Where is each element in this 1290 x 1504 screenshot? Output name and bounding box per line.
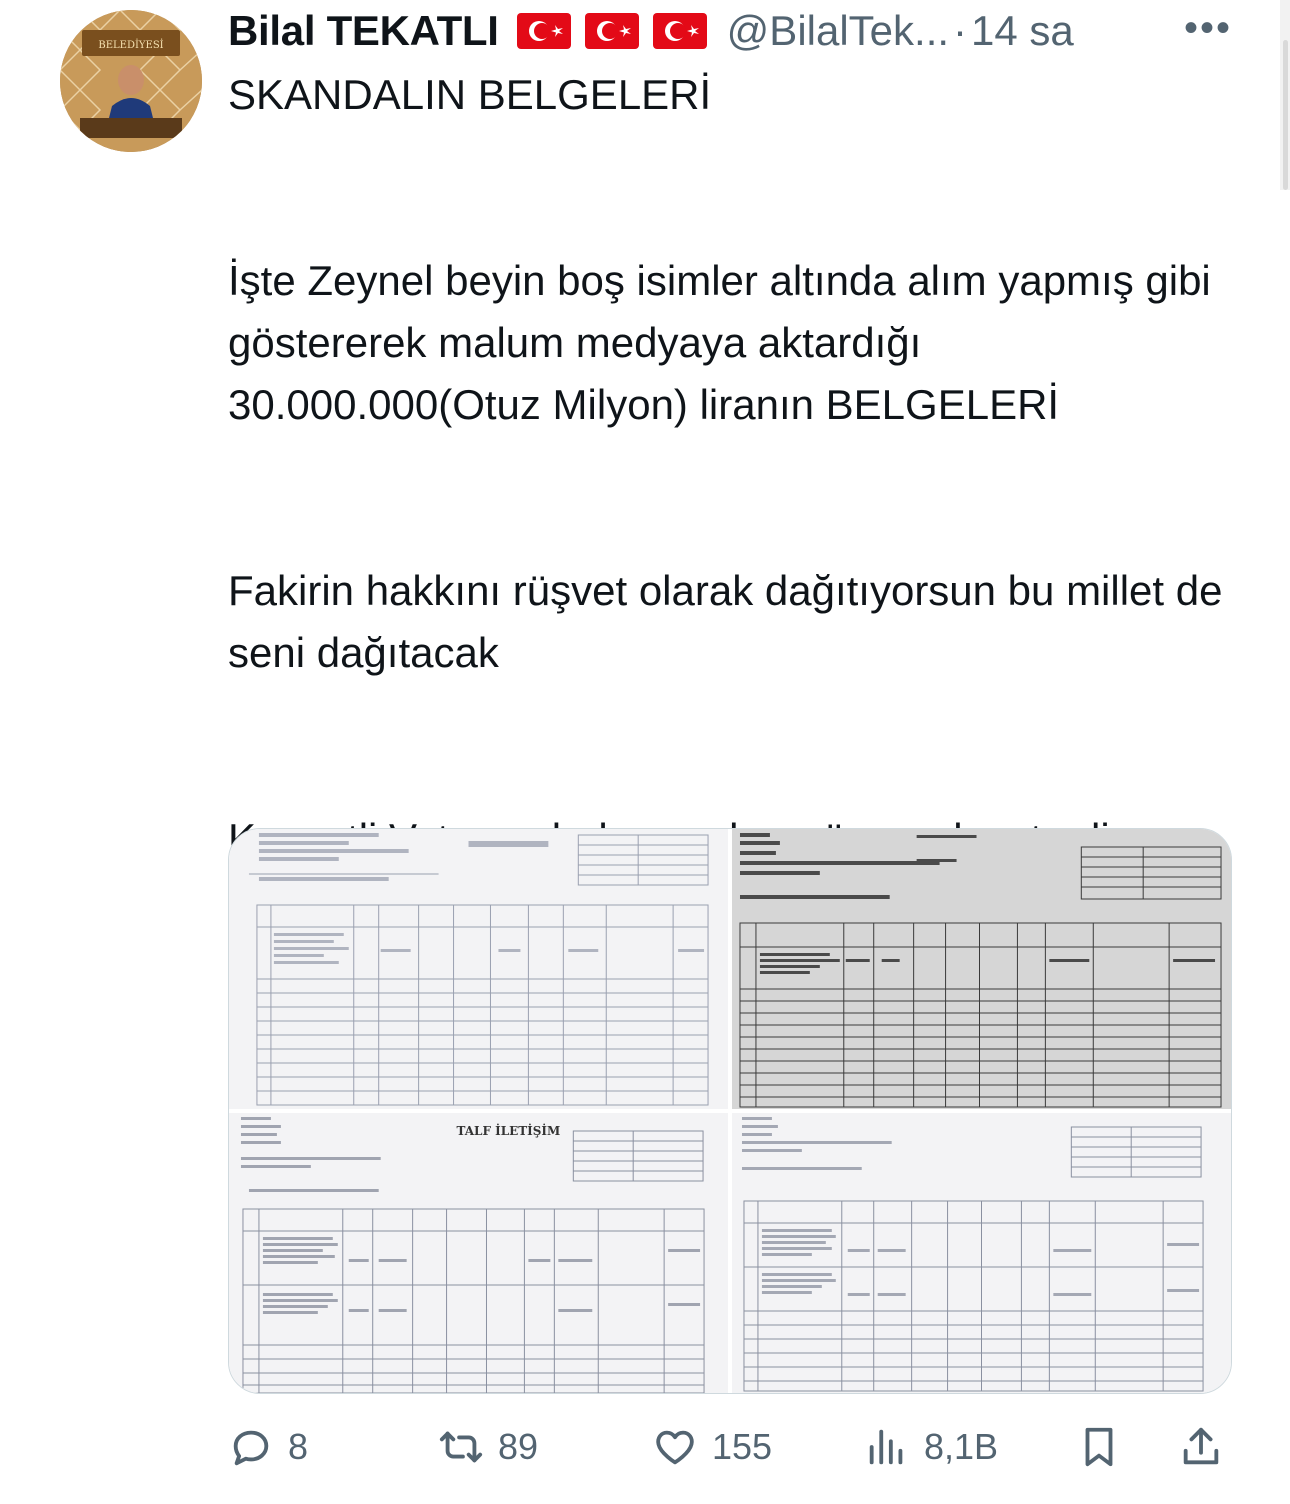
retweet-count: 89 [498, 1426, 539, 1467]
invoice-image-1[interactable] [229, 829, 728, 1109]
reply-count: 8 [288, 1426, 309, 1467]
invoice-image-3[interactable] [229, 1113, 728, 1393]
turkey-flag-icon [653, 13, 707, 49]
bookmark-icon [1076, 1424, 1122, 1470]
invoice-image-2[interactable] [732, 829, 1231, 1109]
share-button[interactable] [1178, 1412, 1238, 1482]
tweet-header [228, 6, 1250, 56]
media-grid[interactable] [228, 828, 1232, 1394]
bookmark-button[interactable] [1076, 1412, 1136, 1482]
tweet-text: SKANDALIN BELGELERİ İşte Zeynel beyin boş isimler altında alım yapmış gibi göstererek malum medyaya aktardığı 30.000.000(Otuz Milyon) liranın BELGELERİ Fakirin hakkını rüşvet olarak dağıtıyorsun bu millet de seni dağıtacak [228, 71, 1223, 676]
share-icon [1178, 1424, 1224, 1470]
like-count: 155 [712, 1426, 773, 1467]
views-button[interactable] [864, 1412, 998, 1482]
invoice-document-3 [229, 1113, 728, 1393]
retweet-button[interactable] [438, 1412, 538, 1482]
invoice-document-4 [732, 1113, 1231, 1393]
invoice-document-1 [229, 829, 728, 1109]
turkey-flag-icon [517, 13, 571, 49]
like-button[interactable] [652, 1412, 772, 1482]
author-flags [517, 13, 707, 49]
more-options-icon[interactable]: ••• [1183, 6, 1232, 50]
reply-icon [228, 1424, 274, 1470]
author-handle[interactable]: @BilalTek... [726, 7, 950, 54]
views-icon [864, 1424, 910, 1470]
views-count: 8,1B [924, 1426, 999, 1467]
retweet-icon [438, 1424, 484, 1470]
tweet-time[interactable]: 14 sa [971, 7, 1074, 54]
invoice-header-title: TALF İLETİŞİM [456, 1123, 561, 1139]
reply-button[interactable] [228, 1412, 308, 1482]
author-name[interactable]: Bilal TEKATLI [228, 7, 499, 54]
invoice-document-2 [732, 829, 1231, 1109]
avatar-photo [60, 10, 202, 152]
avatar[interactable] [60, 10, 202, 152]
heart-icon [652, 1424, 698, 1470]
invoice-image-4[interactable] [732, 1113, 1231, 1393]
tweet-actions [228, 1412, 1250, 1482]
turkey-flag-icon [585, 13, 639, 49]
scrollbar[interactable] [1280, 0, 1290, 190]
header-separator: · [953, 7, 968, 54]
svg-text:BELEDİYESİ: BELEDİYESİ [98, 40, 164, 51]
